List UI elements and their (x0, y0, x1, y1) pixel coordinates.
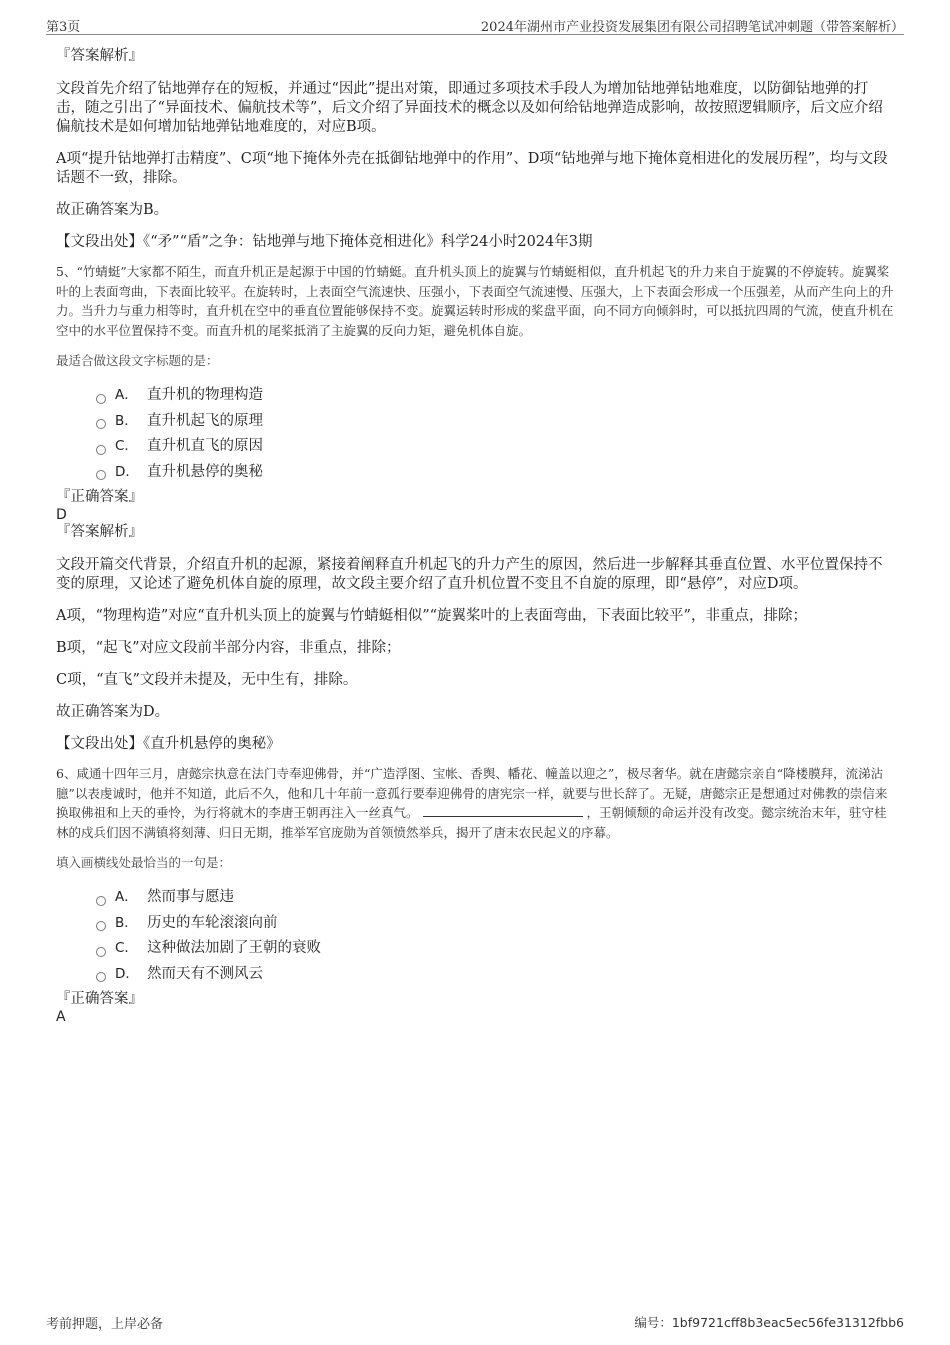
analysis-conclusion: 故正确答案为D。 (56, 704, 170, 720)
option-d[interactable]: D． 然而天有不测风云 (96, 962, 896, 988)
question-6-prompt: 填入画横线处最恰当的一句是： (56, 855, 232, 870)
option-a[interactable]: A． 然而事与愿违 (96, 885, 896, 911)
correct-answer-label: 『正确答案』 (56, 991, 143, 1007)
option-a[interactable]: A． 直升机的物理构造 (96, 383, 896, 409)
analysis-paragraph: B项，“起飞”对应文段前半部分内容，非重点，排除； (56, 640, 401, 656)
analysis-paragraph: 文段开篇交代背景，介绍直升机的起源，紧接着阐释直升机起飞的升力产生的原因，然后进一步解释其垂直位置、水平位置保持不变的原理，又论述了避免机体自旋的原理，故文段主要介绍了直升机位置不变且不自旋的原理，即“悬停”，对应D项。 (56, 557, 883, 592)
option-d[interactable]: D． 直升机悬停的奥秘 (96, 460, 896, 486)
option-c[interactable]: C． 这种做法加剧了王朝的衰败 (96, 936, 896, 962)
radio-button[interactable] (96, 972, 106, 982)
option-b[interactable]: B． 历史的车轮滚滚向前 (96, 911, 896, 937)
radio-button[interactable] (96, 947, 106, 957)
analysis-label: 『答案解析』 (56, 524, 143, 540)
radio-button[interactable] (96, 896, 106, 906)
radio-button[interactable] (96, 419, 106, 429)
radio-button[interactable] (96, 470, 106, 480)
option-c[interactable]: C． 直升机直飞的原因 (96, 434, 896, 460)
analysis-paragraph: 文段首先介绍了钻地弹存在的短板，并通过“因此”提出对策，即通过多项技术手段人为增加钻地弹钻地难度，以防御钻地弹的打击，随之引出了“异面技术、偏航技术等”，后文介绍了异面技术的概念以及如何给钻地弹造成影响，故按照逻辑顺序，后文应介绍偏航技术是如何增加钻地弹钻地难度的，对应B项。 (56, 81, 883, 135)
question-5-text: 5、“竹蜻蜓”大家都不陌生，而直升机正是起源于中国的竹蜻蜓。直升机头顶上的旋翼与竹蜻蜓相似，直升机起飞的升力来自于旋翼的不停旋转。旋翼桨叶的上表面弯曲，下表面比较平。在旋转时，上表面空气流速快、压强小，下表面空气流速慢、压强大，上下表面会形成一个压强差，从而产生向上的升力。当升力与重力相等时，直升机在空中的垂直位置能够保持不变。旋翼运转时形成的桨盘平面，向不同方向倾斜时，可以抵抗四周的气流，使直升机在空中的水平位置保持不变。而直升机的尾桨抵消了主旋翼的反向力矩，避免机体自旋。 (56, 264, 894, 338)
question-5-prompt: 最适合做这段文字标题的是： (56, 353, 219, 368)
analysis-conclusion: 故正确答案为B。 (56, 202, 169, 218)
document-code: 编号：1bf9721cff8b3eac5ec56fe31312fbb6 (634, 1315, 904, 1330)
source-citation: 【文段出处】《“矛”“盾”之争：钻地弹与地下掩体竞相进化》科学24小时2024年3期 (56, 234, 593, 250)
analysis-paragraph: A项，“物理构造”对应“直升机头顶上的旋翼与竹蜻蜓相似”“旋翼桨叶的上表面弯曲，下表面比较平”，非重点，排除； (56, 608, 807, 624)
footer-slogan: 考前押题，上岸必备 (46, 1317, 164, 1332)
analysis-paragraph: C项，“直飞”文段并未提及，无中生有，排除。 (56, 672, 358, 688)
analysis-label: 『答案解析』 (56, 48, 143, 64)
question-6-text: 6、咸通十四年三月，唐懿宗执意在法门寺奉迎佛骨，并“广造浮图、宝帐、香舆、幡花、幢盖以迎之”，极尽奢华。就在唐懿宗亲自“降楼膜拜，流涕沾臆”以表虔诚时，他并不知道，此后不久，他和几十年前一意孤行要奉迎佛骨的唐宪宗一样，就要与世长辞了。无疑，唐懿宗正是想通过对佛教的崇信来换取佛祖和上天的垂怜，为行将就木的李唐王朝再注入一丝真气。 ，王朝倾颓的命运并没有改变。懿宗统治末年，驻守桂林的戍兵们因不满镇将刻薄、归日无期，推举军官庞勋为首领愤然举兵，揭开了唐末农民起义的序幕。 (56, 766, 888, 840)
page-content (56, 46, 896, 1025)
analysis-paragraph: A项“提升钻地弹打击精度”、C项“地下掩体外壳在抵御钻地弹中的作用”、D项“钻地弹与地下掩体竟相进化的发展历程”，均与文段话题不一致，排除。 (56, 151, 888, 186)
fill-in-blank (423, 804, 583, 817)
page-number: 第3页 (46, 20, 81, 35)
correct-answer: D (56, 507, 67, 523)
option-b[interactable]: B． 直升机起飞的原理 (96, 409, 896, 435)
question-6-options (56, 885, 896, 987)
radio-button[interactable] (96, 445, 106, 455)
question-5-options (56, 383, 896, 485)
correct-answer: A (56, 1009, 66, 1025)
document-title: 2024年湖州市产业投资发展集团有限公司招聘笔试冲刺题（带答案解析） (480, 20, 904, 35)
page-header (46, 14, 904, 35)
radio-button[interactable] (96, 921, 106, 931)
radio-button[interactable] (96, 394, 106, 404)
source-citation: 【文段出处】《直升机悬停的奥秘》 (56, 736, 281, 752)
correct-answer-label: 『正确答案』 (56, 489, 143, 505)
